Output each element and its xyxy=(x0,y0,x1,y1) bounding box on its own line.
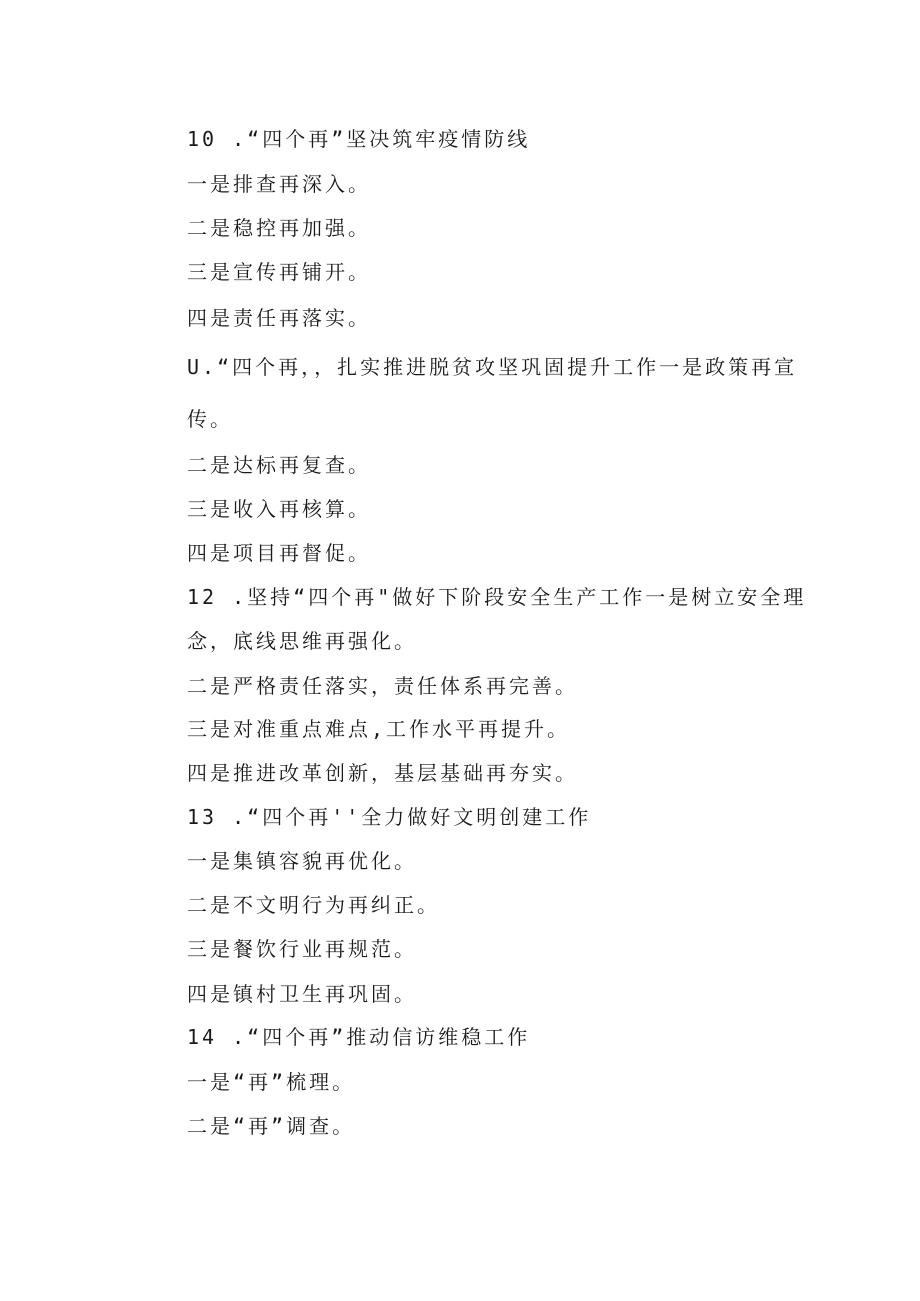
text-line: 二是“再”调查。 xyxy=(187,1114,356,1138)
text-line: 念，底线思维再强化。 xyxy=(187,629,417,653)
text-line: 四是推进改革创新，基层基础再夯实。 xyxy=(187,761,578,785)
text-line: 四是责任再落实。 xyxy=(187,306,371,330)
text-line: 一是排查再深入。 xyxy=(187,172,371,196)
text-line: 三是餐饮行业再规范。 xyxy=(187,937,417,961)
text-line: 四是项目再督促。 xyxy=(187,541,371,565)
text-line: 四是镇村卫生再巩固。 xyxy=(187,982,417,1006)
text-line: 三是对准重点难点,工作水平再提升。 xyxy=(187,717,571,741)
section-heading-11: U.“四个再，，扎实推进脱贫攻坚巩固提升工作一是政策再宣 xyxy=(187,355,798,379)
section-heading-13: 13 .“四个再''全力做好文明创建工作 xyxy=(187,805,592,829)
text-line: 二是不文明行为再纠正。 xyxy=(187,893,440,917)
section-heading-14: 14 .“四个再”推动信访维稳工作 xyxy=(187,1025,531,1049)
text-line: 三是收入再核算。 xyxy=(187,497,371,521)
text-line: 三是宣传再铺开。 xyxy=(187,260,371,284)
text-line: 一是“再”梳理。 xyxy=(187,1070,356,1094)
text-line: 二是严格责任落实，责任体系再完善。 xyxy=(187,674,578,698)
section-heading-10: 10 .“四个再”坚决筑牢疫情防线 xyxy=(187,127,531,151)
text-line: 二是达标再复查。 xyxy=(187,453,371,477)
section-heading-12: 12 .坚持“四个再"做好下阶段安全生产工作一是树立安全理 xyxy=(187,585,807,609)
text-line: 一是集镇容貌再优化。 xyxy=(187,849,417,873)
text-line: 传。 xyxy=(187,407,233,431)
text-line: 二是稳控再加强。 xyxy=(187,216,371,240)
